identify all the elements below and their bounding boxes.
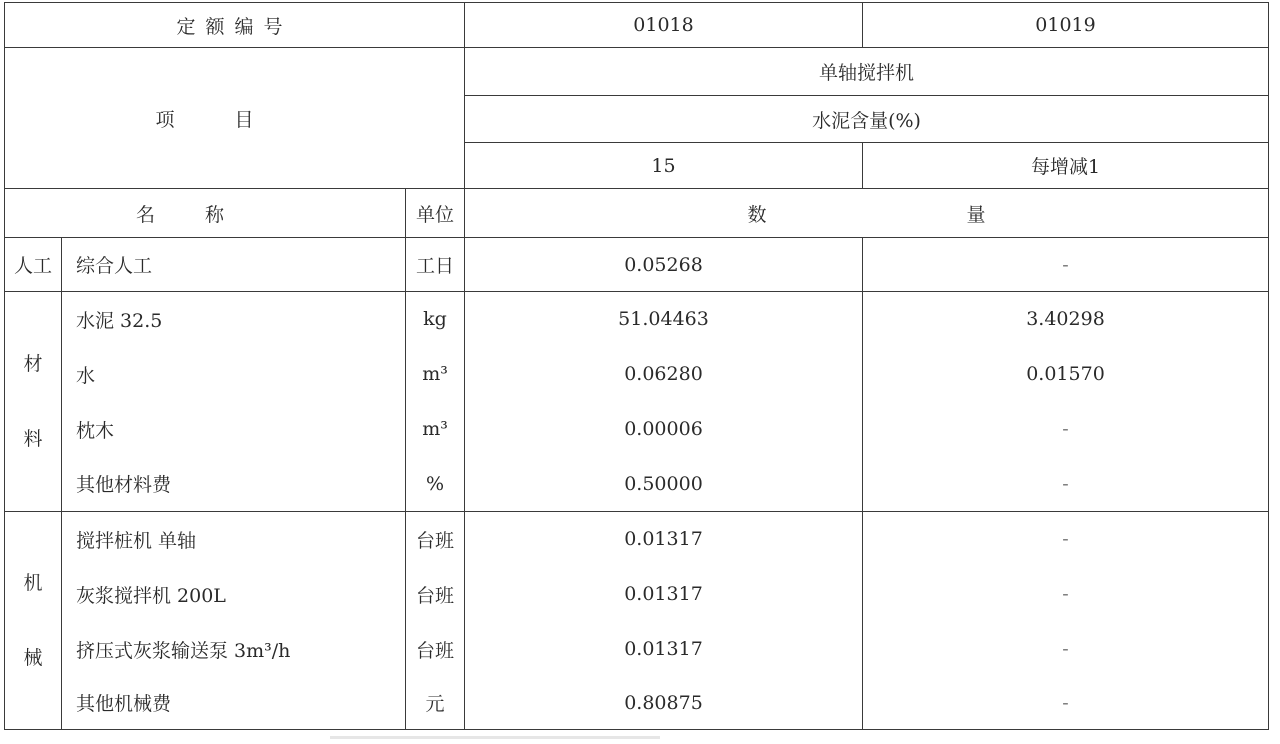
row-unit: 台班 <box>406 622 465 677</box>
row-value-increment: 0.01570 <box>863 347 1269 402</box>
group-machine <box>5 512 62 730</box>
name-column-header: 名称 <box>5 189 406 238</box>
row-name: 其他材料费 <box>62 457 406 512</box>
cement-content: 水泥含量(%) <box>465 96 1269 143</box>
row-name: 综合人工 <box>62 238 406 292</box>
quantity-column-header: 数量 <box>465 189 1269 238</box>
subcolumn-15: 15 <box>465 143 863 189</box>
table-row <box>5 567 1269 622</box>
group-material-char-2: 料 <box>23 427 43 450</box>
row-name: 枕木 <box>62 402 406 457</box>
group-machine-char-1: 机 <box>23 571 43 594</box>
machine-type: 单轴搅拌机 <box>465 48 1269 96</box>
table-row <box>5 238 1269 292</box>
row-name: 水泥 32.5 <box>62 292 406 347</box>
row-name: 挤压式灰浆输送泵 3m³/h <box>62 622 406 677</box>
row-value-15: 0.80875 <box>465 677 863 730</box>
quota-code-2: 01019 <box>863 3 1269 48</box>
row-value-increment: - <box>863 512 1269 567</box>
unit-column-header: 单位 <box>406 189 465 238</box>
row-value-increment: - <box>863 677 1269 730</box>
row-value-15: 0.00006 <box>465 402 863 457</box>
group-labor: 人工 <box>5 238 62 292</box>
item-label: 项目 <box>5 48 465 189</box>
quota-number-label: 定额编号 <box>5 3 465 48</box>
quota-number-row <box>5 3 1269 48</box>
table-row <box>5 457 1269 512</box>
subcolumn-increment: 每增减1 <box>863 143 1269 189</box>
row-unit: 工日 <box>406 238 465 292</box>
row-value-15: 51.04463 <box>465 292 863 347</box>
row-unit: m³ <box>406 347 465 402</box>
row-name: 其他机械费 <box>62 677 406 730</box>
row-value-15: 0.05268 <box>465 238 863 292</box>
group-machine-char-2: 械 <box>23 646 43 669</box>
row-unit: 元 <box>406 677 465 730</box>
row-unit: kg <box>406 292 465 347</box>
machine-type-row <box>5 48 1269 96</box>
row-value-15: 0.01317 <box>465 622 863 677</box>
table-row <box>5 677 1269 730</box>
row-value-15: 0.50000 <box>465 457 863 512</box>
row-value-increment: 3.40298 <box>863 292 1269 347</box>
row-value-increment: - <box>863 622 1269 677</box>
row-unit: m³ <box>406 402 465 457</box>
row-name: 水 <box>62 347 406 402</box>
row-name: 灰浆搅拌机 200L <box>62 567 406 622</box>
table-row <box>5 622 1269 677</box>
table-row <box>5 402 1269 457</box>
row-value-15: 0.01317 <box>465 567 863 622</box>
quota-code-1: 01018 <box>465 3 863 48</box>
row-unit: % <box>406 457 465 512</box>
row-value-increment: - <box>863 457 1269 512</box>
row-unit: 台班 <box>406 567 465 622</box>
scan-artifact-line <box>330 736 660 739</box>
row-unit: 台班 <box>406 512 465 567</box>
table-row <box>5 347 1269 402</box>
row-value-increment: - <box>863 567 1269 622</box>
row-name: 搅拌桩机 单轴 <box>62 512 406 567</box>
table-row <box>5 512 1269 567</box>
group-material-char-1: 材 <box>23 352 43 375</box>
row-value-increment: - <box>863 238 1269 292</box>
row-value-increment: - <box>863 402 1269 457</box>
table-row <box>5 292 1269 347</box>
column-header-row <box>5 189 1269 238</box>
quota-table <box>4 2 1269 730</box>
row-value-15: 0.01317 <box>465 512 863 567</box>
row-value-15: 0.06280 <box>465 347 863 402</box>
group-material <box>5 292 62 512</box>
